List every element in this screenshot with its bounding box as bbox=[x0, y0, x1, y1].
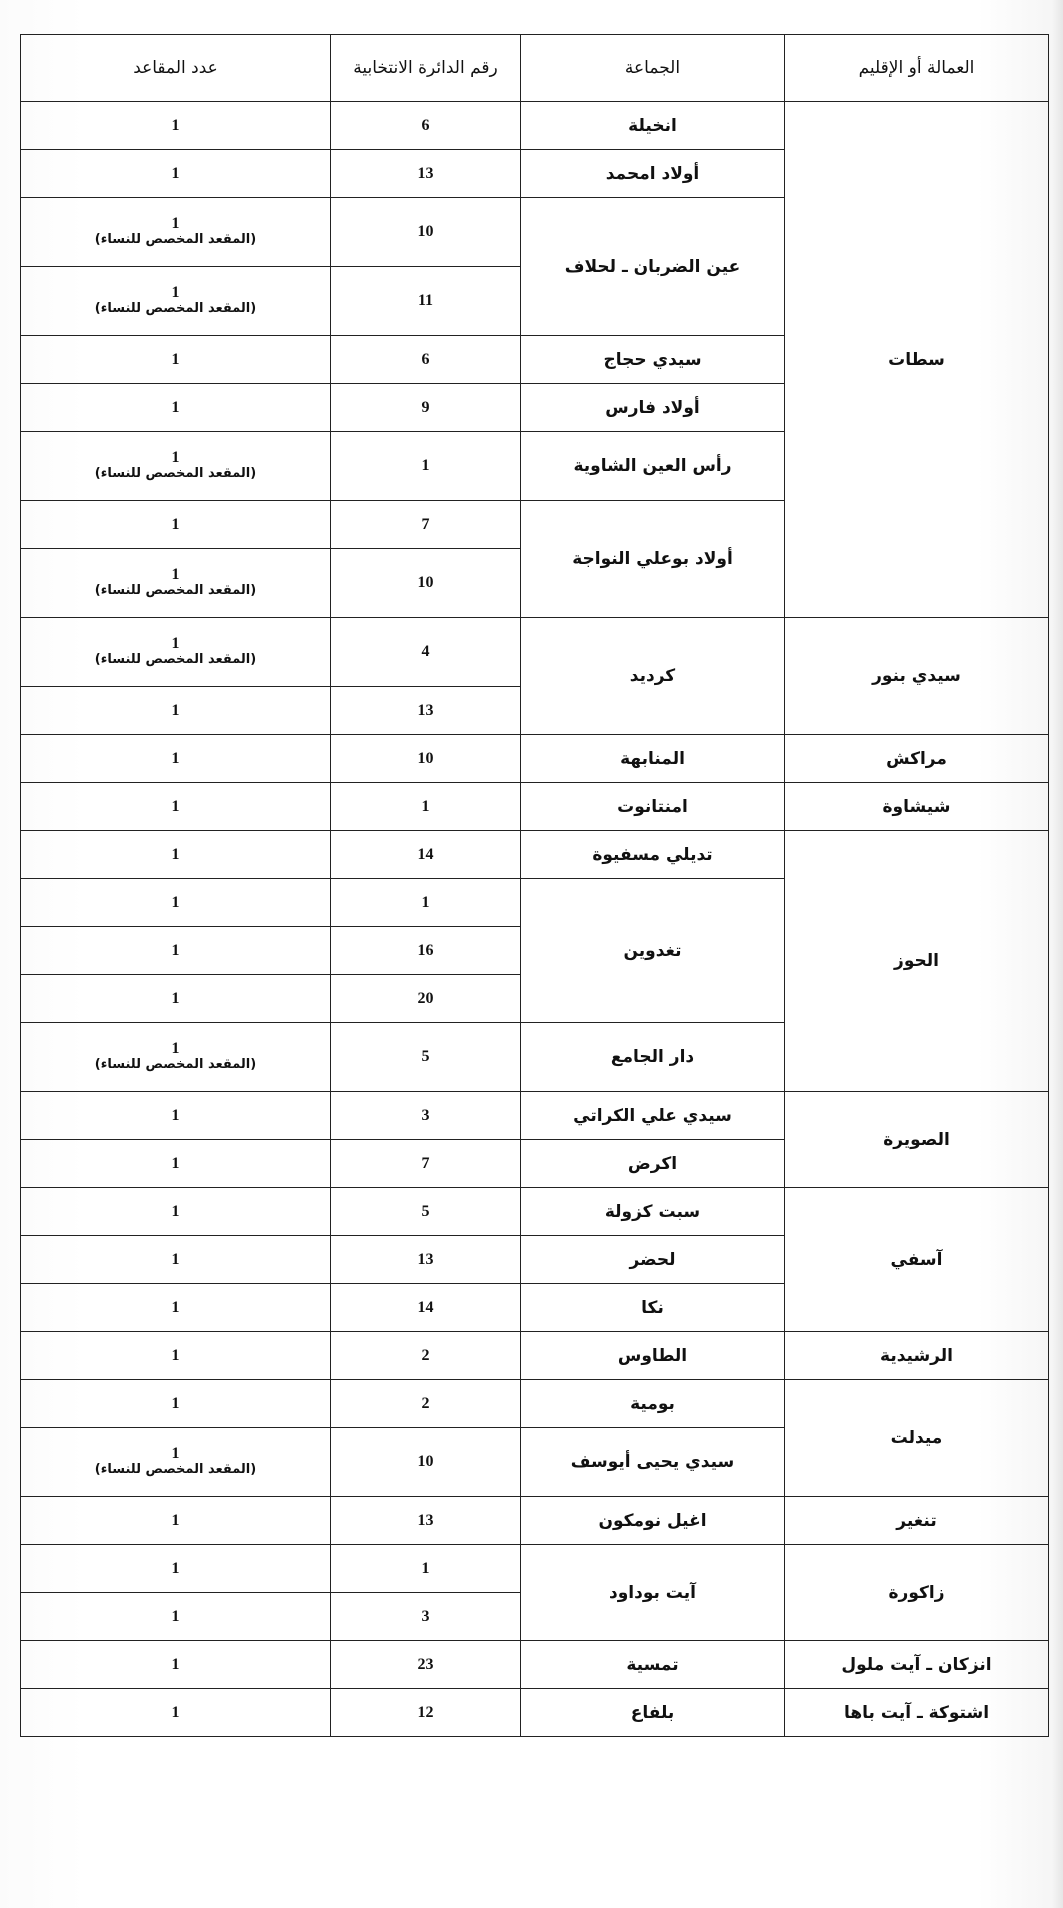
seat-count: 1 bbox=[171, 1559, 180, 1577]
seats-cell bbox=[21, 1593, 331, 1641]
district-number-cell: 6 bbox=[331, 102, 521, 150]
province-cell: الحوز bbox=[785, 831, 1049, 1092]
women-seat-note: (المقعد المخصص للنساء) bbox=[94, 232, 257, 247]
commune-cell: سيدي يحيى أيوسف bbox=[521, 1428, 785, 1497]
commune-cell: رأس العين الشاوية bbox=[521, 432, 785, 501]
table-row bbox=[21, 1332, 1049, 1380]
commune-cell: تديلي مسفيوة bbox=[521, 831, 785, 879]
seat-count: 1 bbox=[171, 350, 180, 368]
seats-cell bbox=[21, 687, 331, 735]
seats-cell bbox=[21, 618, 331, 687]
seat-count: 1 bbox=[171, 1250, 180, 1268]
province-cell: تنغير bbox=[785, 1497, 1049, 1545]
province-cell: سيدي بنور bbox=[785, 618, 1049, 735]
seats-cell bbox=[21, 1188, 331, 1236]
seats-cell bbox=[21, 1545, 331, 1593]
table-row bbox=[21, 102, 1049, 150]
seats-cell bbox=[21, 879, 331, 927]
seat-count: 1 bbox=[171, 701, 180, 719]
seat-count: 1 bbox=[171, 1394, 180, 1412]
district-number-cell: 13 bbox=[331, 150, 521, 198]
table-row bbox=[21, 618, 1049, 687]
province-cell: ميدلت bbox=[785, 1380, 1049, 1497]
province-cell: الرشيدية bbox=[785, 1332, 1049, 1380]
table-row bbox=[21, 1689, 1049, 1737]
district-number-cell: 1 bbox=[331, 783, 521, 831]
seat-count: 1 bbox=[171, 215, 180, 232]
seats-cell bbox=[21, 831, 331, 879]
seat-count: 1 bbox=[171, 635, 180, 652]
seat-count: 1 bbox=[171, 398, 180, 416]
commune-cell: نكا bbox=[521, 1284, 785, 1332]
seat-count: 1 bbox=[171, 284, 180, 301]
seats-cell bbox=[21, 1092, 331, 1140]
district-number-cell: 13 bbox=[331, 1497, 521, 1545]
seat-count: 1 bbox=[171, 1202, 180, 1220]
commune-cell: عين الضربان ـ لحلاف bbox=[521, 198, 785, 336]
seat-count: 1 bbox=[171, 1511, 180, 1529]
seats-cell bbox=[21, 1428, 331, 1497]
province-cell: زاكورة bbox=[785, 1545, 1049, 1641]
seats-cell bbox=[21, 975, 331, 1023]
district-number-cell: 1 bbox=[331, 1545, 521, 1593]
seat-count: 1 bbox=[171, 1106, 180, 1124]
women-seat-note: (المقعد المخصص للنساء) bbox=[94, 583, 257, 598]
seats-cell bbox=[21, 384, 331, 432]
commune-cell: بلفاع bbox=[521, 1689, 785, 1737]
province-cell: انزكان ـ آيت ملول bbox=[785, 1641, 1049, 1689]
seats-cell bbox=[21, 501, 331, 549]
district-number-cell: 11 bbox=[331, 267, 521, 336]
commune-cell: تغدوين bbox=[521, 879, 785, 1023]
seats-cell bbox=[21, 432, 331, 501]
women-seat-note: (المقعد المخصص للنساء) bbox=[94, 1057, 257, 1072]
table-row bbox=[21, 1092, 1049, 1140]
seat-count: 1 bbox=[171, 797, 180, 815]
province-cell: شيشاوة bbox=[785, 783, 1049, 831]
commune-cell: كرديد bbox=[521, 618, 785, 735]
table-row bbox=[21, 831, 1049, 879]
commune-cell: اغيل نومكون bbox=[521, 1497, 785, 1545]
province-cell: مراكش bbox=[785, 735, 1049, 783]
seats-cell bbox=[21, 1332, 331, 1380]
province-cell: الصويرة bbox=[785, 1092, 1049, 1188]
seat-count: 1 bbox=[171, 566, 180, 583]
district-number-cell: 14 bbox=[331, 1284, 521, 1332]
seats-cell bbox=[21, 927, 331, 975]
seats-cell bbox=[21, 102, 331, 150]
seat-count: 1 bbox=[171, 893, 180, 911]
commune-cell: دار الجامع bbox=[521, 1023, 785, 1092]
commune-cell: لحضر bbox=[521, 1236, 785, 1284]
seat-count: 1 bbox=[171, 989, 180, 1007]
district-number-cell: 2 bbox=[331, 1332, 521, 1380]
district-number-cell: 5 bbox=[331, 1188, 521, 1236]
commune-cell: سيدي علي الكراتي bbox=[521, 1092, 785, 1140]
table-body bbox=[21, 102, 1049, 1737]
district-number-cell: 10 bbox=[331, 549, 521, 618]
district-number-cell: 4 bbox=[331, 618, 521, 687]
table-row bbox=[21, 1545, 1049, 1593]
district-number-cell: 1 bbox=[331, 879, 521, 927]
seats-cell bbox=[21, 1140, 331, 1188]
seat-count: 1 bbox=[171, 1655, 180, 1673]
seat-count: 1 bbox=[171, 1040, 180, 1057]
header-commune: الجماعة bbox=[521, 35, 785, 102]
commune-cell: الطاوس bbox=[521, 1332, 785, 1380]
district-number-cell: 23 bbox=[331, 1641, 521, 1689]
seat-count: 1 bbox=[171, 515, 180, 533]
district-number-cell: 2 bbox=[331, 1380, 521, 1428]
seat-count: 1 bbox=[171, 116, 180, 134]
district-number-cell: 16 bbox=[331, 927, 521, 975]
seats-cell bbox=[21, 1023, 331, 1092]
district-number-cell: 9 bbox=[331, 384, 521, 432]
seats-cell bbox=[21, 1380, 331, 1428]
seats-cell bbox=[21, 1641, 331, 1689]
seat-count: 1 bbox=[171, 1154, 180, 1172]
seats-cell bbox=[21, 267, 331, 336]
seats-cell bbox=[21, 336, 331, 384]
district-number-cell: 10 bbox=[331, 198, 521, 267]
seat-count: 1 bbox=[171, 164, 180, 182]
commune-cell: تمسية bbox=[521, 1641, 785, 1689]
district-number-cell: 10 bbox=[331, 735, 521, 783]
seats-cell bbox=[21, 783, 331, 831]
seats-cell bbox=[21, 1689, 331, 1737]
commune-cell: اكرض bbox=[521, 1140, 785, 1188]
province-cell: اشتوكة ـ آيت باها bbox=[785, 1689, 1049, 1737]
commune-cell: أولاد فارس bbox=[521, 384, 785, 432]
seats-cell bbox=[21, 735, 331, 783]
district-number-cell: 7 bbox=[331, 1140, 521, 1188]
commune-cell: انخيلة bbox=[521, 102, 785, 150]
commune-cell: أولاد بوعلي النواجة bbox=[521, 501, 785, 618]
seat-count: 1 bbox=[171, 449, 180, 466]
district-number-cell: 6 bbox=[331, 336, 521, 384]
commune-cell: آيت بوداود bbox=[521, 1545, 785, 1641]
district-number-cell: 1 bbox=[331, 432, 521, 501]
women-seat-note: (المقعد المخصص للنساء) bbox=[94, 652, 257, 667]
table-header-row bbox=[21, 35, 1049, 102]
women-seat-note: (المقعد المخصص للنساء) bbox=[94, 466, 257, 481]
district-number-cell: 20 bbox=[331, 975, 521, 1023]
seats-cell bbox=[21, 1284, 331, 1332]
seat-count: 1 bbox=[171, 845, 180, 863]
seats-cell bbox=[21, 549, 331, 618]
district-number-cell: 3 bbox=[331, 1092, 521, 1140]
table-row bbox=[21, 1188, 1049, 1236]
commune-cell: امنتانوت bbox=[521, 783, 785, 831]
page-edge bbox=[1051, 0, 1063, 1908]
women-seat-note: (المقعد المخصص للنساء) bbox=[94, 1462, 257, 1477]
seats-table bbox=[20, 34, 1049, 1737]
table-row bbox=[21, 735, 1049, 783]
seats-cell bbox=[21, 1497, 331, 1545]
district-number-cell: 14 bbox=[331, 831, 521, 879]
district-number-cell: 13 bbox=[331, 1236, 521, 1284]
seat-count: 1 bbox=[171, 1346, 180, 1364]
commune-cell: المنابهة bbox=[521, 735, 785, 783]
province-cell: سطات bbox=[785, 102, 1049, 618]
province-cell: آسفي bbox=[785, 1188, 1049, 1332]
seat-count: 1 bbox=[171, 1445, 180, 1462]
district-number-cell: 7 bbox=[331, 501, 521, 549]
seat-count: 1 bbox=[171, 1703, 180, 1721]
commune-cell: سيدي حجاج bbox=[521, 336, 785, 384]
seat-count: 1 bbox=[171, 1298, 180, 1316]
table-row bbox=[21, 1380, 1049, 1428]
women-seat-note: (المقعد المخصص للنساء) bbox=[94, 301, 257, 316]
district-number-cell: 13 bbox=[331, 687, 521, 735]
seat-count: 1 bbox=[171, 749, 180, 767]
district-number-cell: 12 bbox=[331, 1689, 521, 1737]
table-row bbox=[21, 1497, 1049, 1545]
district-number-cell: 3 bbox=[331, 1593, 521, 1641]
seat-count: 1 bbox=[171, 1607, 180, 1625]
seats-cell bbox=[21, 150, 331, 198]
table-row bbox=[21, 1641, 1049, 1689]
seats-cell bbox=[21, 198, 331, 267]
district-number-cell: 5 bbox=[331, 1023, 521, 1092]
header-seats: عدد المقاعد bbox=[21, 35, 331, 102]
table-row bbox=[21, 783, 1049, 831]
header-district: رقم الدائرة الانتخابية bbox=[331, 35, 521, 102]
commune-cell: أولاد امحمد bbox=[521, 150, 785, 198]
district-number-cell: 10 bbox=[331, 1428, 521, 1497]
commune-cell: سبت كزولة bbox=[521, 1188, 785, 1236]
seat-count: 1 bbox=[171, 941, 180, 959]
header-province: العمالة أو الإقليم bbox=[785, 35, 1049, 102]
seats-cell bbox=[21, 1236, 331, 1284]
commune-cell: بومية bbox=[521, 1380, 785, 1428]
